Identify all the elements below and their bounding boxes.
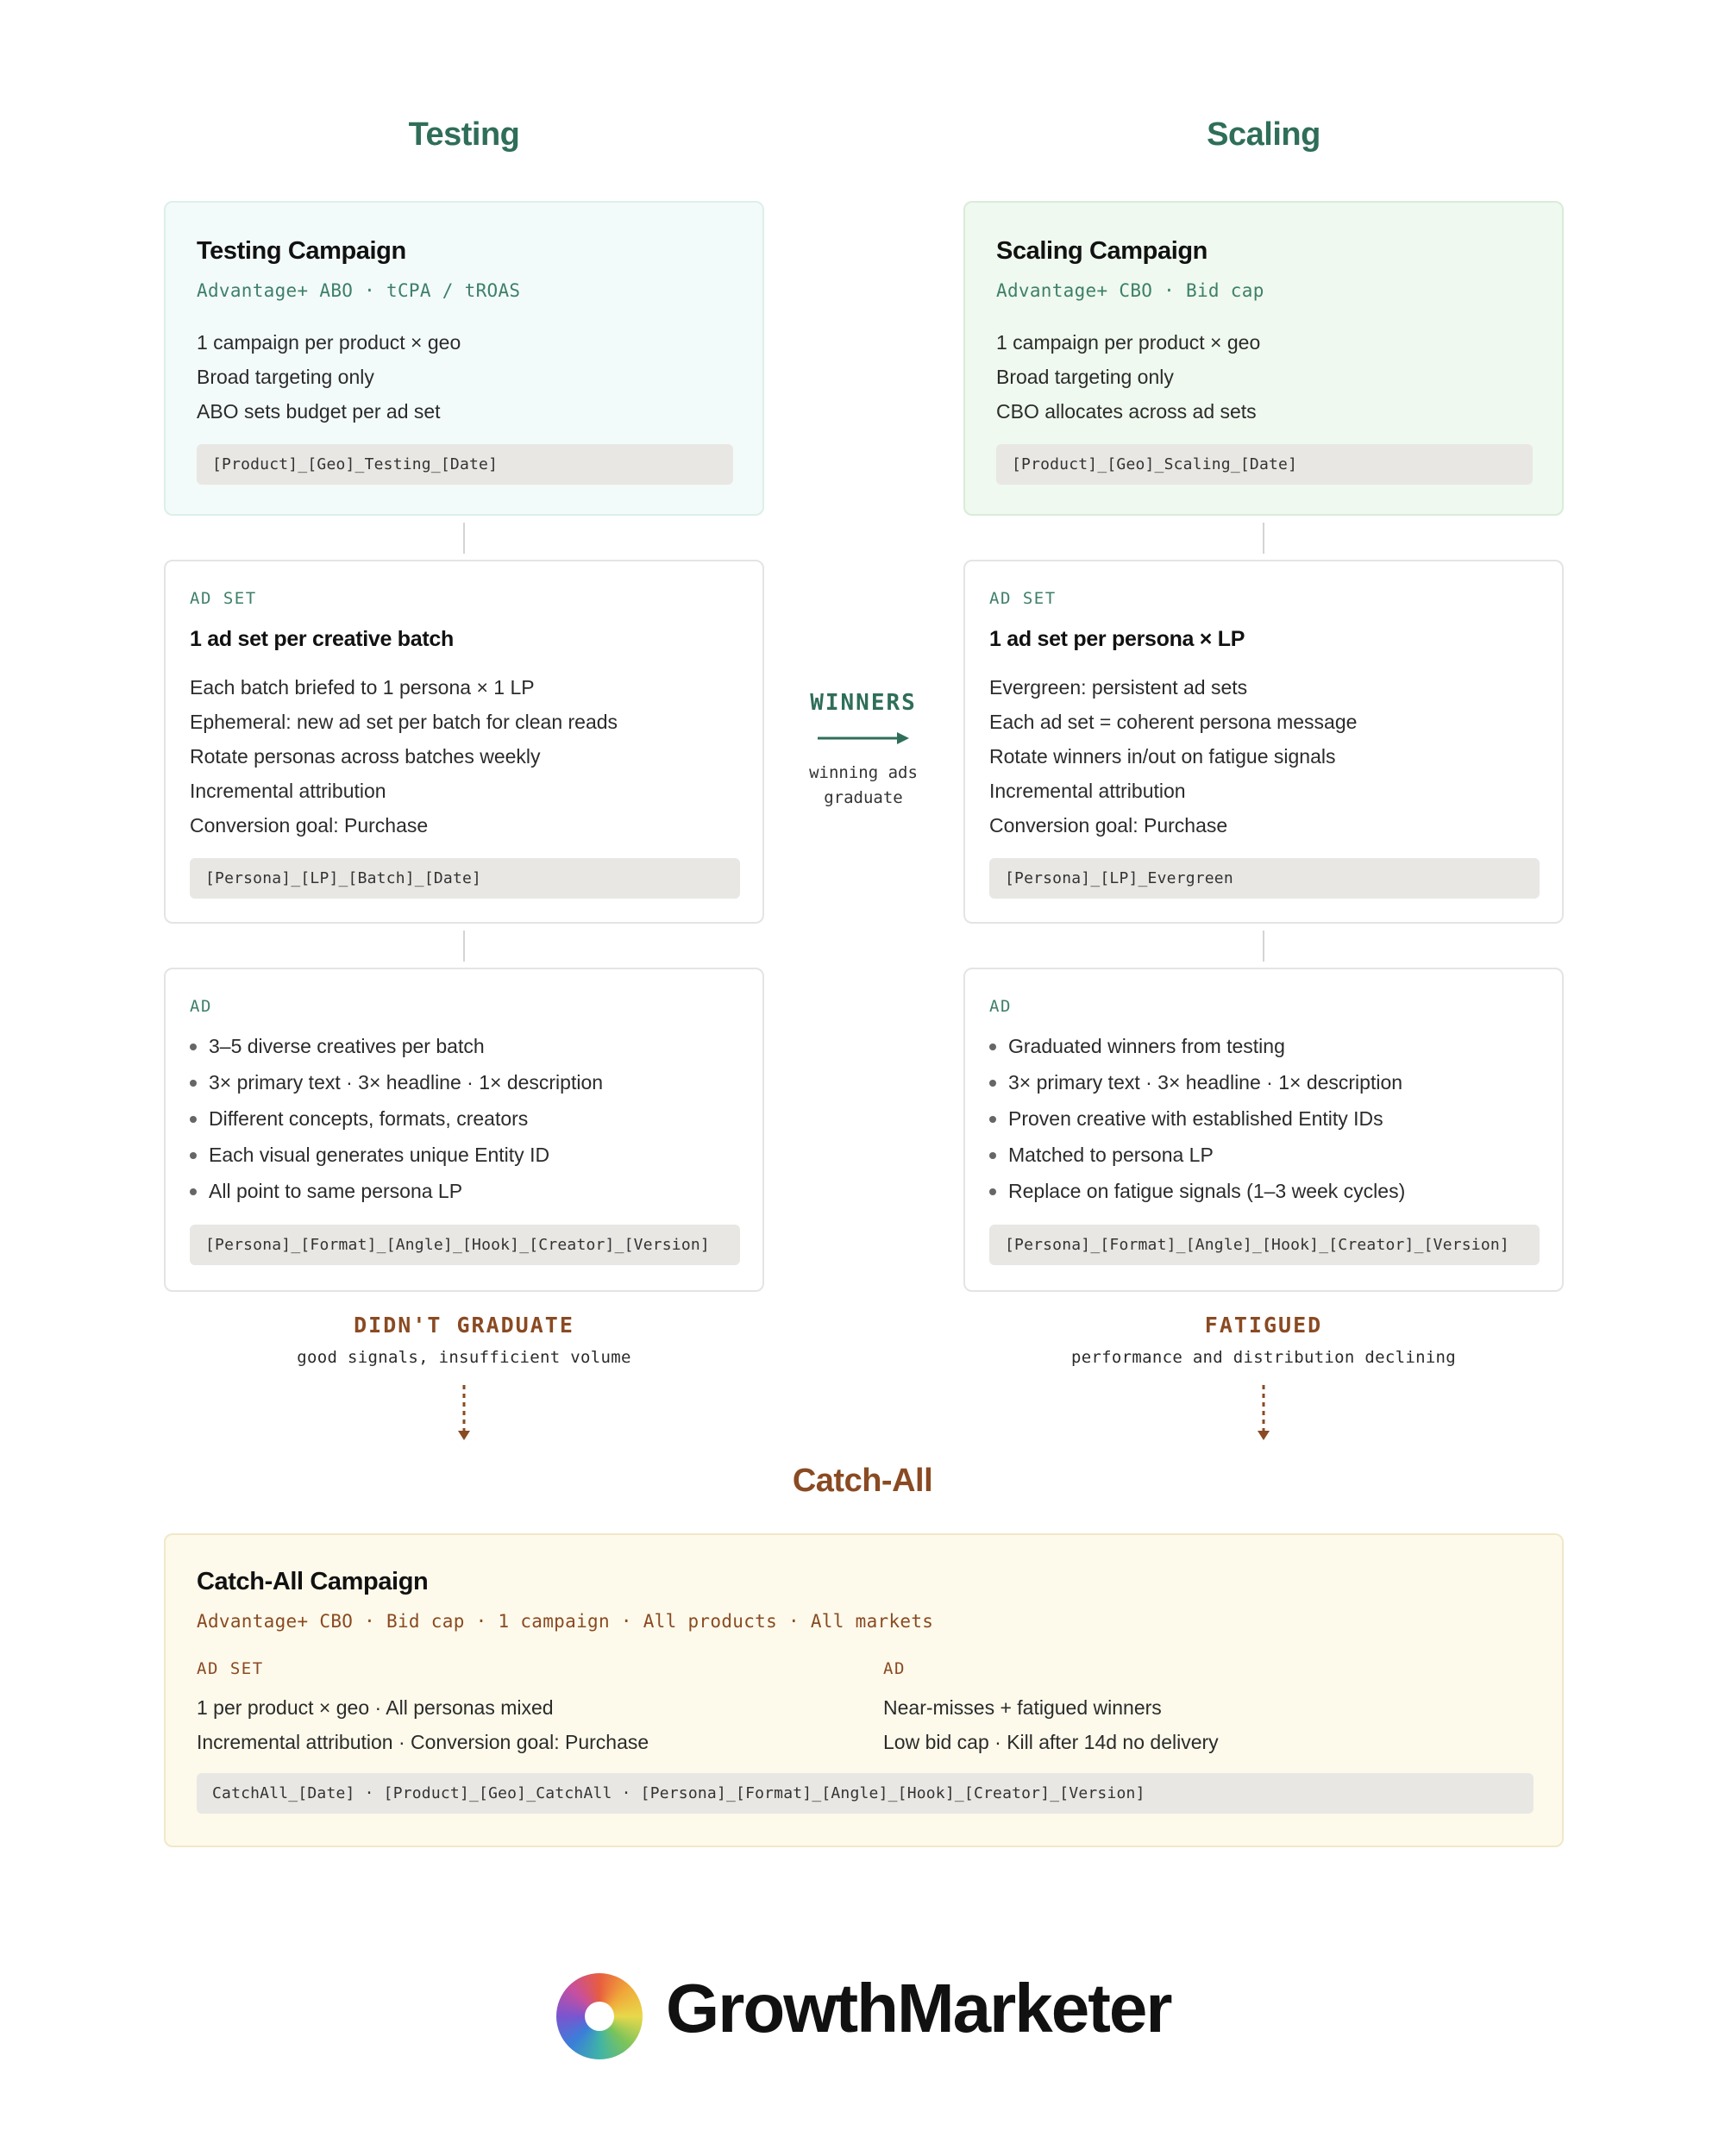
list-item: Incremental attribution <box>989 780 1186 802</box>
catchall-campaign-subtitle: Advantage+ CBO · Bid cap · 1 campaign · All products · All markets <box>197 1611 934 1632</box>
testing-adset-heading: 1 ad set per creative batch <box>190 627 454 651</box>
scaling-adset-lines <box>989 670 1357 843</box>
testing-campaign-naming: [Product]_[Geo]_Testing_[Date] <box>197 444 733 485</box>
dashed-arrow-down-icon <box>455 1383 473 1444</box>
list-item: Rotate personas across batches weekly <box>190 745 541 768</box>
connector-line <box>1263 523 1264 554</box>
list-item: 3× primary text · 3× headline · 1× description <box>989 1064 1405 1100</box>
fatigued-caption: performance and distribution declining <box>1070 1348 1457 1367</box>
scaling-campaign-lines <box>996 325 1260 429</box>
didnt-graduate-flow <box>164 1313 764 1367</box>
winners-caption-line: graduate <box>824 788 903 807</box>
list-item: Each batch briefed to 1 persona × 1 LP <box>190 676 535 699</box>
testing-campaign-lines <box>197 325 461 429</box>
scaling-adset-label: AD SET <box>989 589 1057 608</box>
list-item: Replace on fatigue signals (1–3 week cycles) <box>989 1173 1405 1209</box>
scaling-ad-bullets <box>989 1028 1405 1209</box>
list-item: Proven creative with established Entity IDs <box>989 1100 1405 1137</box>
list-item: Low bid cap · Kill after 14d no delivery <box>883 1731 1219 1753</box>
testing-adset-lines <box>190 670 618 843</box>
testing-column-title: Testing <box>408 116 520 153</box>
scaling-ad-naming: [Persona]_[Format]_[Angle]_[Hook]_[Creator]_[Version] <box>989 1225 1540 1265</box>
catchall-naming: CatchAll_[Date] · [Product]_[Geo]_CatchAll · [Persona]_[Format]_[Angle]_[Hook]_[Creator]_[Version] <box>197 1773 1534 1814</box>
logo-center <box>585 2002 614 2031</box>
testing-campaign-title: Testing Campaign <box>197 237 406 265</box>
connector-line <box>1263 931 1264 962</box>
catchall-campaign-title: Catch-All Campaign <box>197 1568 429 1595</box>
list-item: Different concepts, formats, creators <box>190 1100 603 1137</box>
winners-title: WINNERS <box>810 690 917 716</box>
list-item: 3–5 diverse creatives per batch <box>190 1028 603 1064</box>
testing-adset-card <box>164 560 764 924</box>
catchall-adset-label: AD SET <box>197 1659 264 1678</box>
catchall-adset-lines <box>197 1690 649 1759</box>
list-item: Near-misses + fatigued winners <box>883 1696 1162 1719</box>
fatigued-flow <box>963 1313 1564 1367</box>
catchall-campaign-card <box>164 1533 1564 1847</box>
winners-caption-line: winning ads <box>809 763 918 782</box>
connector-line <box>463 931 465 962</box>
testing-campaign-subtitle: Advantage+ ABO · tCPA / tROAS <box>197 280 521 301</box>
connector-line <box>463 523 465 554</box>
winners-flow <box>776 690 950 811</box>
scaling-campaign-title: Scaling Campaign <box>996 237 1208 265</box>
testing-campaign-card <box>164 201 764 516</box>
list-item: Conversion goal: Purchase <box>989 814 1228 837</box>
list-item: CBO allocates across ad sets <box>996 400 1257 423</box>
catchall-ad-lines <box>883 1690 1219 1759</box>
scaling-column-title: Scaling <box>1207 116 1320 153</box>
scaling-adset-heading: 1 ad set per persona × LP <box>989 627 1245 651</box>
testing-adset-label: AD SET <box>190 589 257 608</box>
testing-ad-label: AD <box>190 997 212 1016</box>
color-wheel-logo-icon <box>556 1973 643 2059</box>
list-item: Graduated winners from testing <box>989 1028 1405 1064</box>
dashed-arrow-down-icon <box>1255 1383 1272 1444</box>
list-item: Rotate winners in/out on fatigue signals <box>989 745 1336 768</box>
testing-ad-bullets <box>190 1028 603 1209</box>
list-item: Evergreen: persistent ad sets <box>989 676 1248 699</box>
testing-adset-naming: [Persona]_[LP]_[Batch]_[Date] <box>190 858 740 899</box>
list-item: Each visual generates unique Entity ID <box>190 1137 603 1173</box>
didnt-graduate-title: DIDN'T GRADUATE <box>354 1313 574 1338</box>
scaling-campaign-card <box>963 201 1564 516</box>
scaling-adset-naming: [Persona]_[LP]_Evergreen <box>989 858 1540 899</box>
testing-ad-card <box>164 968 764 1292</box>
list-item: Broad targeting only <box>197 366 374 388</box>
scaling-ad-card <box>963 968 1564 1292</box>
scaling-adset-card <box>963 560 1564 924</box>
list-item: Conversion goal: Purchase <box>190 814 429 837</box>
catchall-section-title: Catch-All <box>792 1463 933 1499</box>
scaling-ad-label: AD <box>989 997 1012 1016</box>
fatigued-title: FATIGUED <box>1204 1313 1323 1338</box>
list-item: Matched to persona LP <box>989 1137 1405 1173</box>
list-item: Ephemeral: new ad set per batch for clean reads <box>190 711 618 733</box>
list-item: All point to same persona LP <box>190 1173 603 1209</box>
list-item: 1 campaign per product × geo <box>197 331 461 354</box>
catchall-ad-label: AD <box>883 1659 906 1678</box>
arrow-right-icon <box>816 730 911 747</box>
list-item: Broad targeting only <box>996 366 1174 388</box>
testing-ad-naming: [Persona]_[Format]_[Angle]_[Hook]_[Creator]_[Version] <box>190 1225 740 1265</box>
list-item: 1 campaign per product × geo <box>996 331 1261 354</box>
list-item: 3× primary text · 3× headline · 1× description <box>190 1064 603 1100</box>
list-item: 1 per product × geo · All personas mixed <box>197 1696 554 1719</box>
scaling-campaign-subtitle: Advantage+ CBO · Bid cap <box>996 280 1264 301</box>
scaling-campaign-naming: [Product]_[Geo]_Scaling_[Date] <box>996 444 1533 485</box>
winners-caption <box>776 761 950 811</box>
didnt-graduate-caption: good signals, insufficient volume <box>297 1348 631 1367</box>
list-item: Incremental attribution · Conversion goal: Purchase <box>197 1731 649 1753</box>
list-item: Incremental attribution <box>190 780 386 802</box>
brand-wordmark: GrowthMarketer <box>666 1970 1171 2046</box>
list-item: Each ad set = coherent persona message <box>989 711 1358 733</box>
list-item: ABO sets budget per ad set <box>197 400 441 423</box>
